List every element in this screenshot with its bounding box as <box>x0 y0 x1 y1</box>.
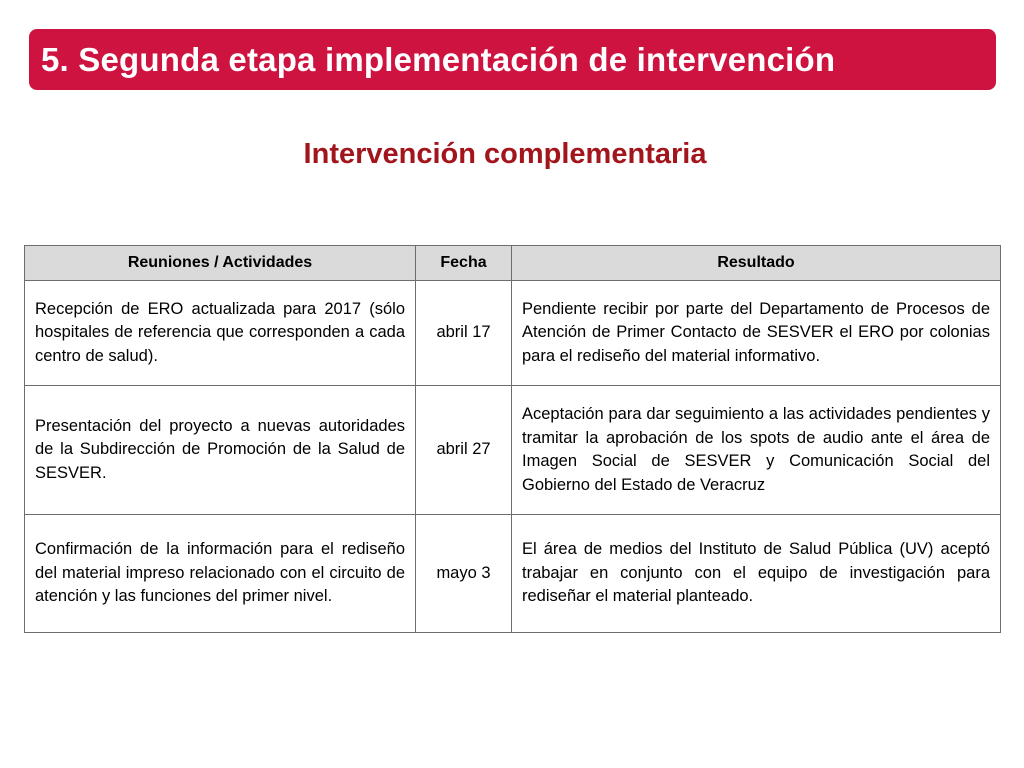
cell-fecha: abril 27 <box>416 386 512 515</box>
column-header-actividades: Reuniones / Actividades <box>25 246 416 281</box>
slide-title: 5. Segunda etapa implementación de intervención <box>41 40 836 78</box>
cell-fecha: mayo 3 <box>416 515 512 633</box>
cell-resultado: El área de medios del Instituto de Salud Pública (UV) aceptó trabajar en conjunto con el equipo de investigación para rediseñar el material planteado. <box>512 515 1001 633</box>
cell-actividad: Recepción de ERO actualizada para 2017 (sólo hospitales de referencia que corresponden a cada centro de salud). <box>25 281 416 386</box>
table-row <box>25 515 1001 633</box>
title-bar <box>29 29 996 90</box>
cell-actividad: Confirmación de la información para el rediseño del material impreso relacionado con el circuito de atención y las funciones del primer nivel. <box>25 515 416 633</box>
table-row <box>25 386 1001 515</box>
cell-resultado: Pendiente recibir por parte del Departamento de Procesos de Atención de Primer Contacto de SESVER el ERO por colonias para el rediseño del material informativo. <box>512 281 1001 386</box>
column-header-fecha: Fecha <box>416 246 512 281</box>
table-header-row <box>25 246 1001 281</box>
cell-actividad: Presentación del proyecto a nuevas autoridades de la Subdirección de Promoción de la Salud de SESVER. <box>25 386 416 515</box>
section-subtitle: Intervención complementaria <box>303 138 707 170</box>
column-header-resultado: Resultado <box>512 246 1001 281</box>
cell-fecha: abril 17 <box>416 281 512 386</box>
cell-resultado: Aceptación para dar seguimiento a las actividades pendientes y tramitar la aprobación de los spots de audio ante el área de Imagen Social de SESVER y Comunicación Social del Gobierno del Estado de Veracruz <box>512 386 1001 515</box>
activities-table <box>24 245 1001 633</box>
table-row <box>25 281 1001 386</box>
